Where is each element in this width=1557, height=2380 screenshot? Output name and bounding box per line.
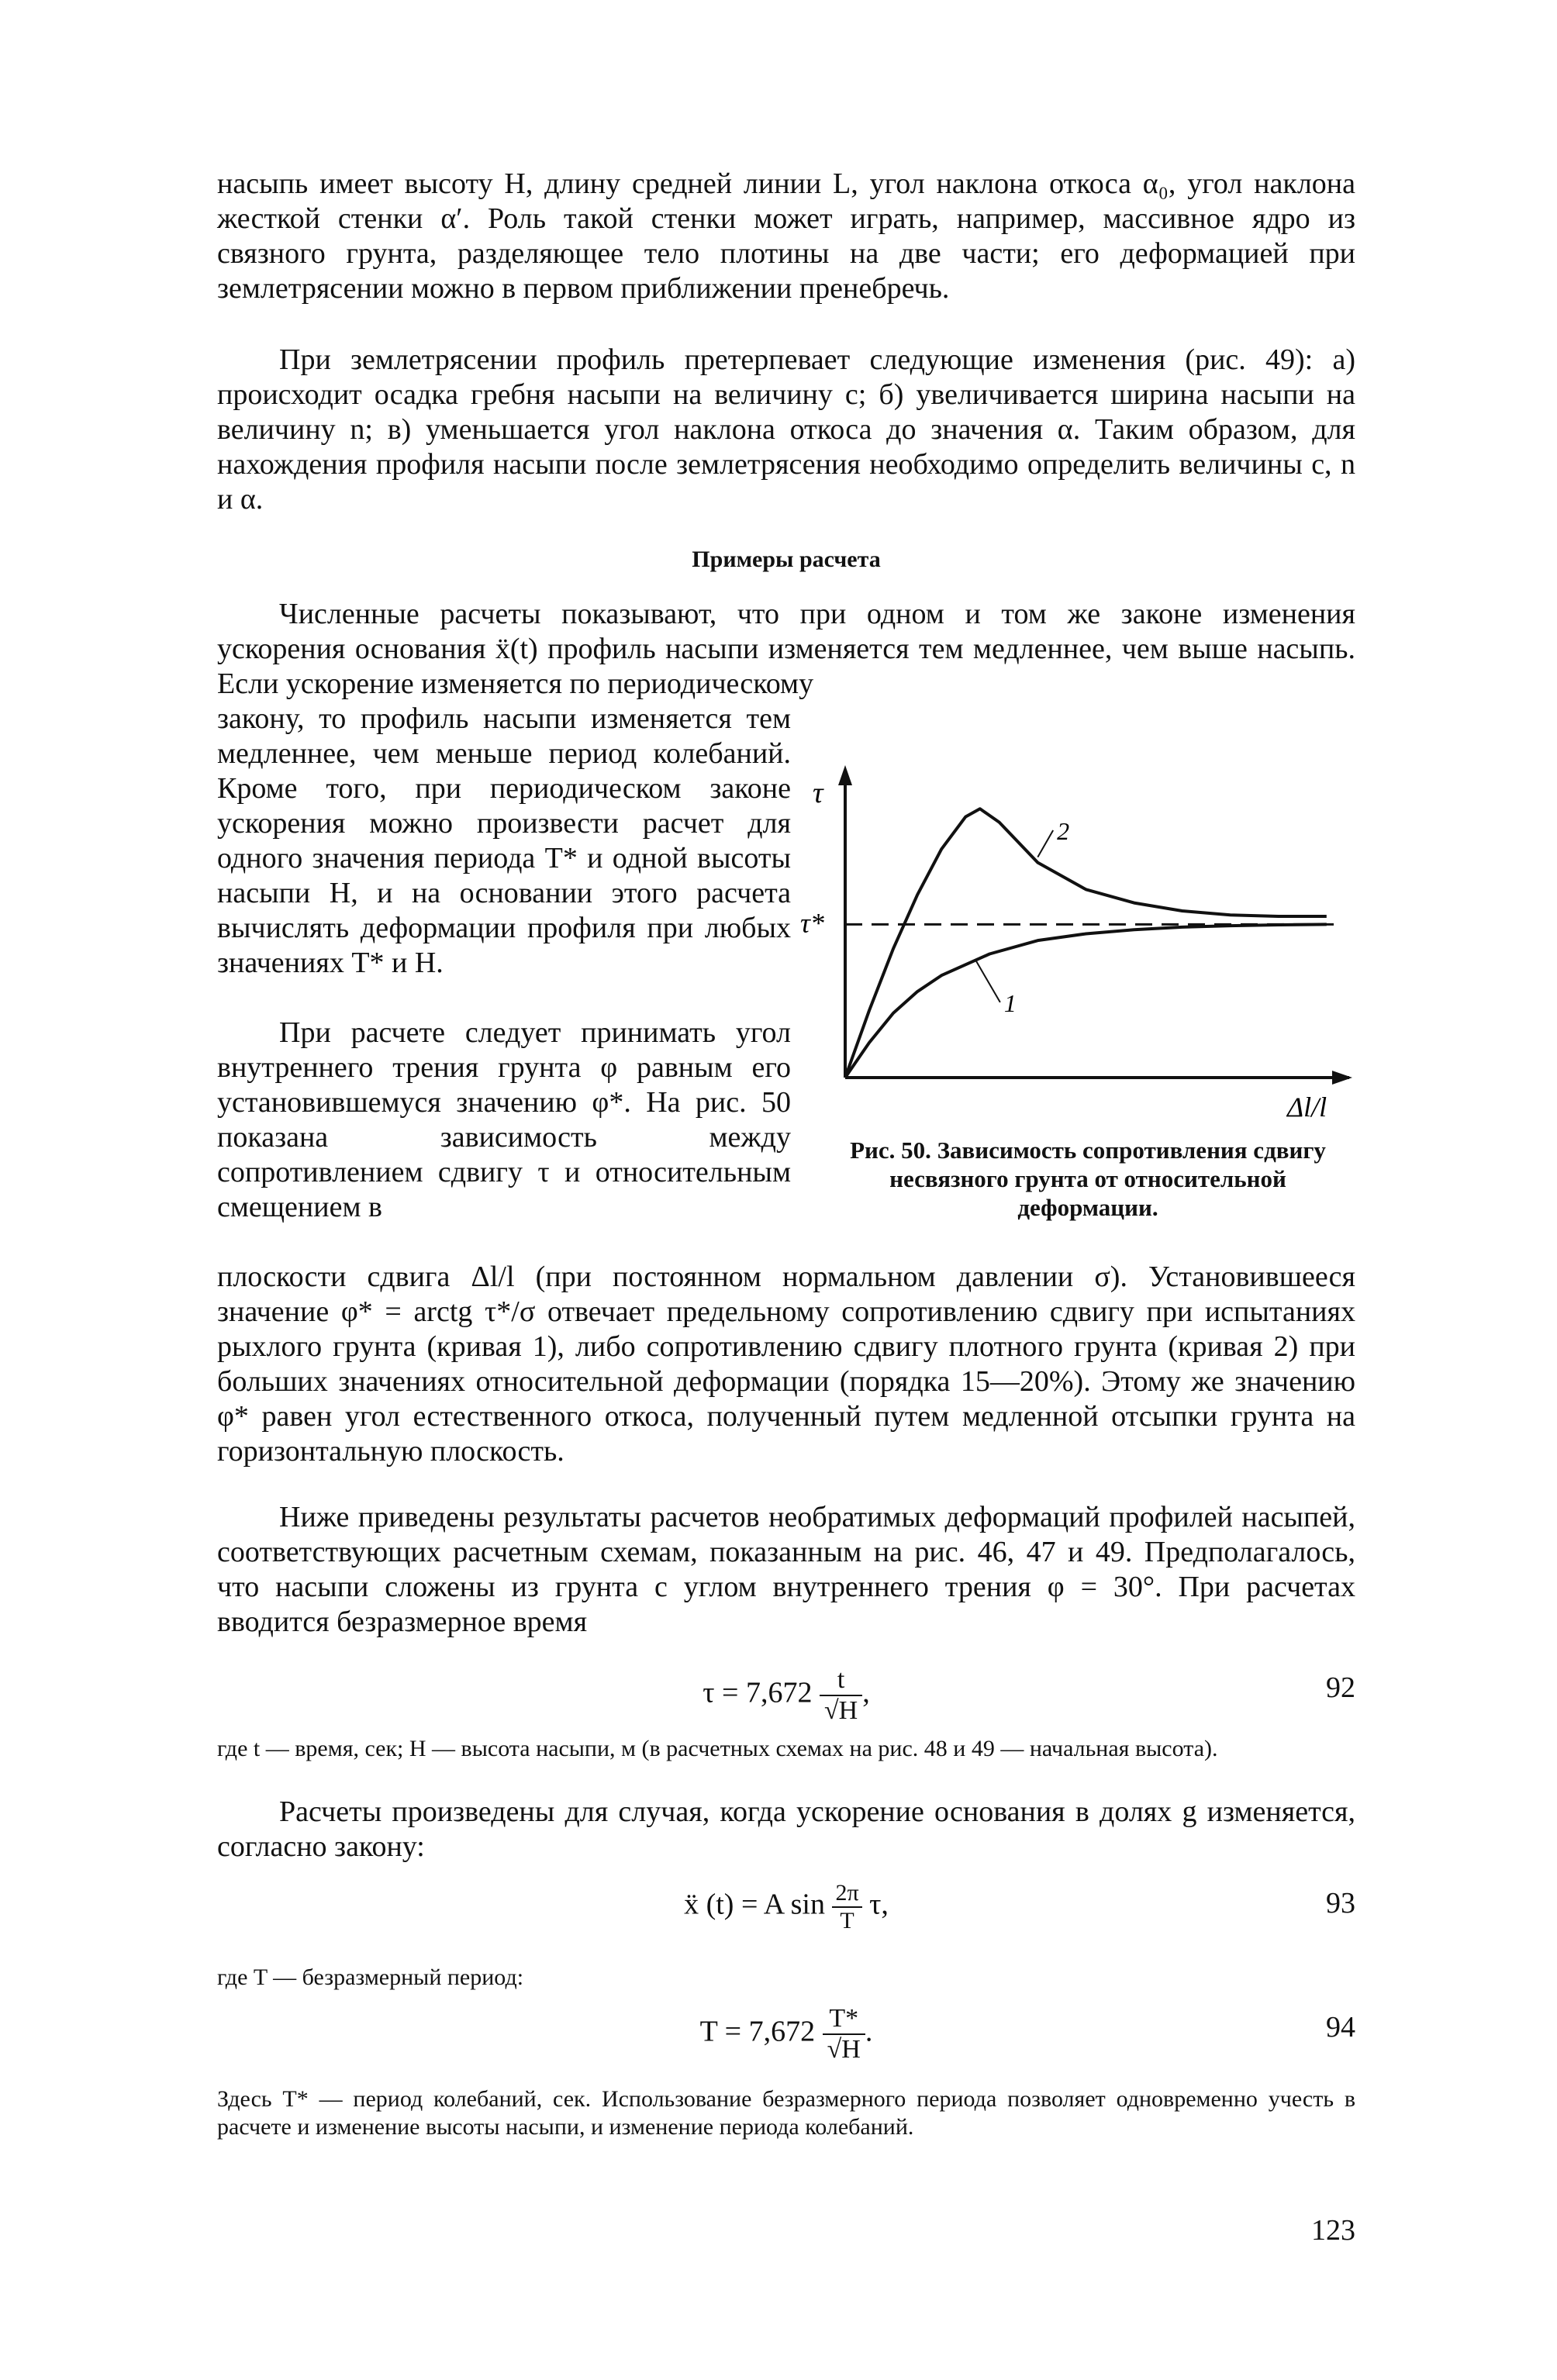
paragraph-4: закону, то профиль насыпи изменяется тем медленнее, чем меньше период колебаний. Кроме того, при периодическом законе ускорения можно произвести расчет для одного значения периода T* и одной высоты насыпи H, и на основании этого расчета вычислять деформации профиля при любых значениях T* и H. <box>217 702 791 979</box>
formula-92-tail: , <box>862 1676 870 1709</box>
x-axis-label: Δl/l <box>1287 1092 1327 1123</box>
where-note-1: где t — время, сек; H — высота насыпи, м (в расчетных схемах на рис. 48 и 49 — начальная высота). <box>217 1736 1218 1761</box>
footnote: Здесь T* — период колебаний, сек. Использование безразмерного периода позволяет одновременно учесть в расчете и изменение высоты насыпи, и изменение периода колебаний. <box>217 2086 1355 2140</box>
chart-plot-area <box>845 809 1334 1078</box>
page-number: 123 <box>1311 2214 1355 2247</box>
formula-94-lhs: T = 7,672 <box>699 2015 816 2048</box>
shear-resistance-chart <box>800 756 1357 1123</box>
paragraph-7: Расчеты произведены для случая, когда ускорение основания в долях g изменяется, согласно закону: <box>217 1795 1355 1863</box>
formula-94 <box>217 1989 1355 2074</box>
figure-caption: Рис. 50. Зависимость сопротивления сдвигу несвязного грунта от относительной деформации. <box>850 1137 1326 1221</box>
series-2-leader <box>1037 830 1053 857</box>
series-2-label: 2 <box>1057 816 1070 845</box>
y-axis-label: τ <box>813 777 823 809</box>
series-1-label: 1 <box>1003 988 1017 1017</box>
paragraph-5-continued: плоскости сдвига Δl/l (при постоянном нормальном давлении σ). Установившееся значение φ* = arctg τ*/σ отвечает предельному сопротивлению сдвигу при испытаниях рыхлого грунта (кривая 1), либо сопротивлению сдвигу плотного грунта (кривая 2) при больших значениях относительной деформации (порядка 15—20%). Этому же значению φ* равен угол естественного откоса, полученный путем медленной отсыпки грунта на горизонтальную плоскость. <box>217 1261 1355 1468</box>
formula-93-tail: τ, <box>869 1888 889 1921</box>
equation-number-94: 94 <box>1326 2011 1355 2044</box>
formula-93-denominator: T <box>840 1908 854 1933</box>
formula-94-denominator: √H <box>827 2035 861 2064</box>
y-axis-arrow <box>838 765 852 785</box>
series-2-curve <box>845 809 1327 1078</box>
series-1-leader <box>975 959 1000 1002</box>
paragraph-3: Численные расчеты показывают, что при одном и том же законе изменения ускорения основания ẍ(t) профиль насыпи изменяется тем медленнее, чем выше насыпь. Если ускорение изменяется по периодическому <box>217 598 1355 700</box>
section-heading: Примеры расчета <box>692 547 881 572</box>
formula-92-denominator: √H <box>823 1696 858 1725</box>
formula-92-lhs: τ = 7,672 <box>703 1676 813 1709</box>
reference-line-label: τ* <box>800 907 824 939</box>
equation-number-92: 92 <box>1326 1671 1355 1704</box>
paragraph-1: насыпь имеет высоту H, длину средней линии L, угол наклона откоса α₀, угол наклона жесткой стенки α′. Роль такой стенки может играть, например, массивное ядро из связного грунта, разделяющее тело плотины на две части; его деформацией при землетрясении можно в первом приближении пренебречь. <box>217 167 1355 305</box>
x-axis-arrow <box>1332 1071 1352 1085</box>
formula-94-tail: . <box>865 2015 873 2048</box>
formula-93-lhs: ẍ (t) = A sin <box>684 1888 825 1921</box>
paragraph-5: При расчете следует принимать угол внутреннего трения грунта φ равным его установившемуся значению φ*. На рис. 50 показана зависимость между сопротивлением сдвигу τ и относительным смещением в <box>217 1016 791 1223</box>
paragraph-6: Ниже приведены результаты расчетов необратимых деформаций профилей насыпей, соответствующих расчетным схемам, показанным на рис. 46, 47 и 49. Предполагалось, что насыпи сложены из грунта с углом внутреннего трения φ = 30°. При расчетах вводится безразмерное время <box>217 1501 1355 1638</box>
formula-94-numerator: T* <box>823 2004 865 2035</box>
where-note-2: где T — безразмерный период: <box>217 1964 524 1990</box>
formula-92-numerator: t <box>820 1665 862 1696</box>
chart-axes <box>800 765 1352 1123</box>
series-1-curve <box>845 924 1327 1078</box>
formula-93-numerator: 2π <box>832 1880 861 1908</box>
formula-93 <box>217 1864 1355 1950</box>
formula-92 <box>217 1651 1355 1737</box>
equation-number-93: 93 <box>1326 1887 1355 1920</box>
paragraph-2: При землетрясении профиль претерпевает следующие изменения (рис. 49): а) происходит осадка гребня насыпи на величину c; б) увеличивается ширина насыпи на величину n; в) уменьшается угол наклона откоса до значения α. Таким образом, для нахождения профиля насыпи после землетрясения необходимо определить величины c, n и α. <box>217 343 1355 516</box>
